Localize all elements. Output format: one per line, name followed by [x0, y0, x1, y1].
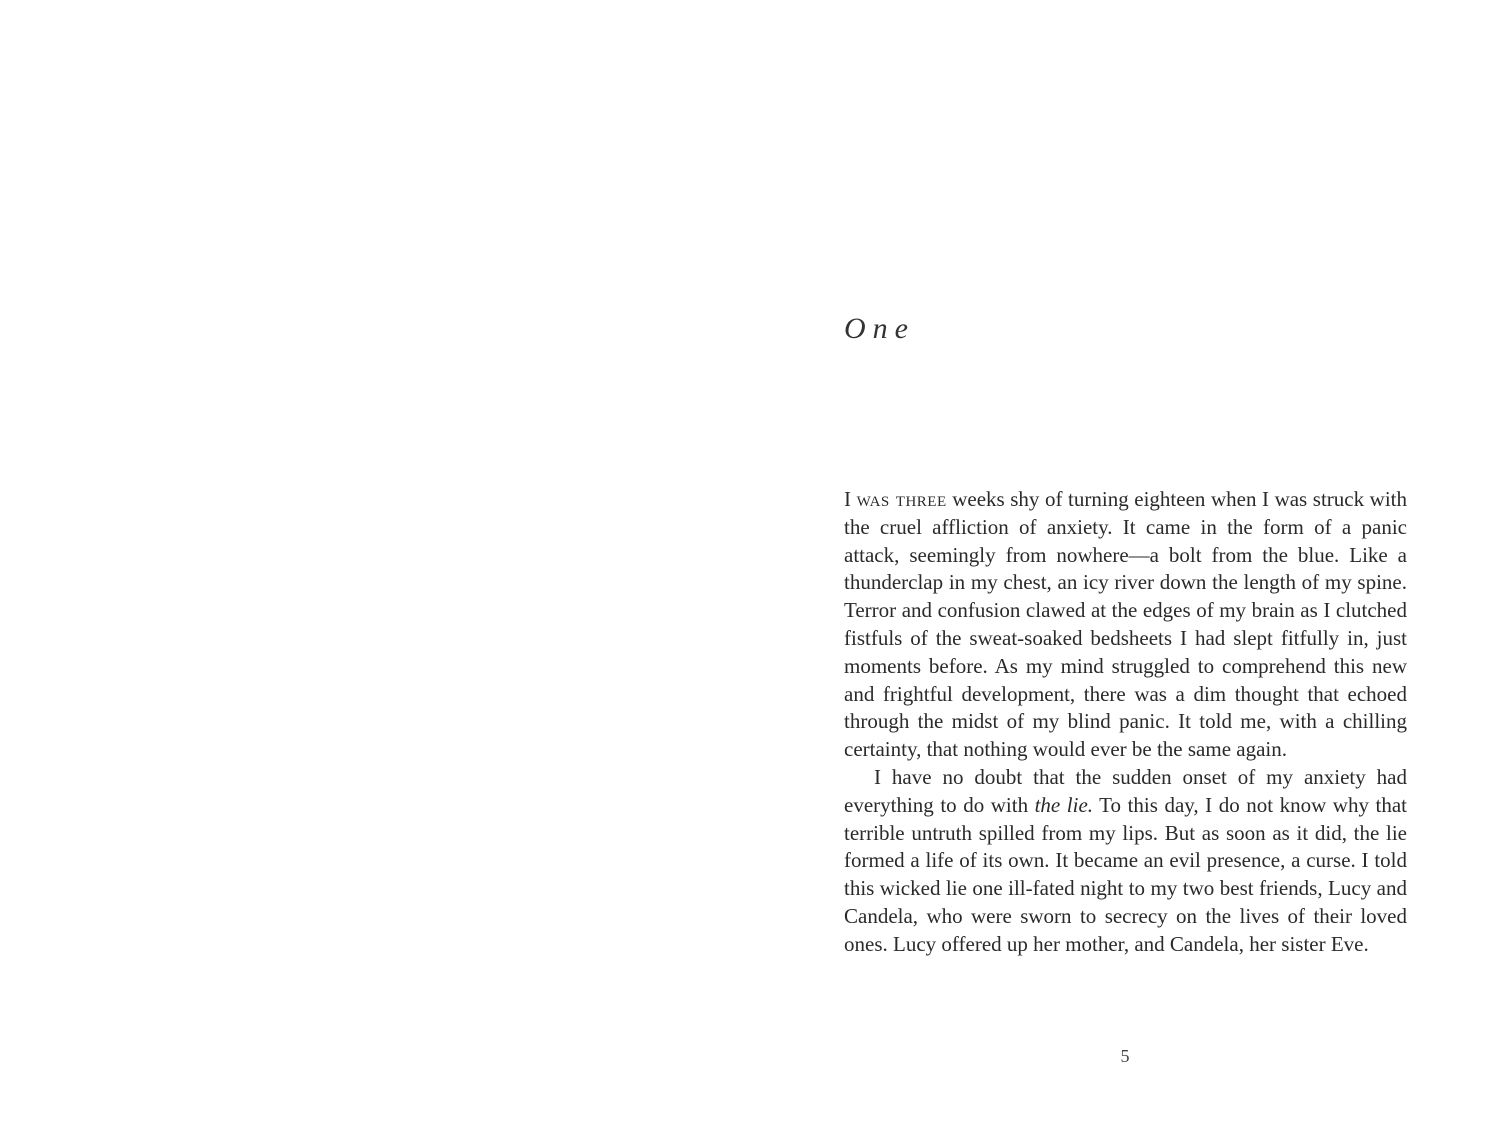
paragraph-2-text-start: I have no doubt that the sudden onset of my anxiety had everything to do with: [844, 764, 1407, 817]
paragraph-2-text-end: To this day, I do not know why that terrible untruth spilled from my lips. But as soon as it did, the lie formed a life of its own. It became an evil presence, a curse. I told this wicked lie one ill-fated night to my two best friends, Lucy and Candela, who were sworn to secrecy on the lives of their loved ones. Lucy offered up her mother, and Candela, her sister Eve.: [844, 792, 1407, 956]
paragraph-2: [844, 764, 1407, 959]
chapter-title: One: [844, 312, 915, 345]
paragraph-1: [844, 486, 1407, 764]
paragraph-1-text: weeks shy of turning eighteen when I was struck with the cruel affliction of anxiety. It came in the form of a panic attack, seemingly from nowhere—a bolt from the blue. Like a thunderclap in my chest, an icy river down the length of my spine. Terror and confusion clawed at the edges of my brain as I clutched fistfuls of the sweat-soaked bedsheets I had slept fitfully in, just moments before. As my mind struggled to comprehend this new and frightful development, there was a dim thought that echoed through the midst of my blind panic. It told me, with a chilling certainty, that nothing would ever be the same again.: [844, 487, 1408, 762]
paragraph-1-smallcaps-opening: was three: [856, 487, 947, 511]
paragraph-2-italic-phrase: the lie.: [1034, 792, 1094, 817]
chapter-body: [844, 486, 1407, 959]
page-number: 5: [1120, 1046, 1130, 1066]
right-page: [750, 0, 1500, 1125]
paragraph-1-lead-word: I: [844, 487, 851, 511]
